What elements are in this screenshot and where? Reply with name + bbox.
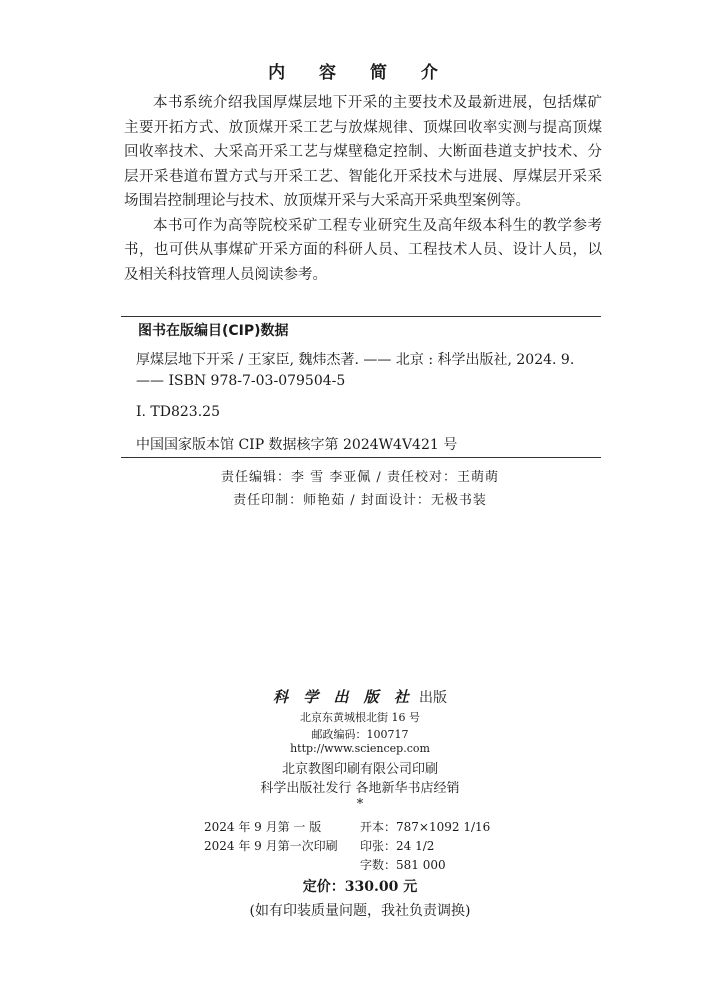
cip-classification: Ⅰ. TD823.25	[136, 404, 220, 420]
printing-line: 2024 年 9 月第一次印刷	[204, 839, 338, 853]
format-line: 开本：787×1092 1/16	[360, 820, 491, 834]
publisher-suffix: 出版	[418, 690, 447, 706]
distribution-line: 科学出版社发行 各地新华书店经销	[260, 781, 460, 796]
quality-note: (如有印装质量问题，我社负责调换)	[249, 903, 471, 919]
production-credits: 责任印制：师艳茹 / 封面设计：无极书装	[233, 493, 487, 508]
cip-title-line: 厚煤层地下开采 / 王家臣, 魏炜杰著. —— 北京 : 科学出版社, 2024. 9.	[136, 352, 575, 368]
summary-paragraph-2: 本书可作为高等院校采矿工程专业研究生及高年级本科生的教学参考书，也可供从事煤矿开采方面的科研人员、工程技术人员、设计人员，以及相关科技管理人员阅读参考。	[124, 217, 602, 283]
price-line: 定价：330.00 元	[302, 879, 418, 895]
printer-line: 北京教图印刷有限公司印刷	[281, 762, 438, 777]
edition-line: 2024 年 9 月第 一 版	[204, 820, 322, 834]
cip-record-number: 中国国家版本馆 CIP 数据核字第 2024W4V421 号	[136, 437, 458, 453]
summary-paragraph-1: 本书系统介绍我国厚煤层地下开采的主要技术及最新进展，包括煤矿主要开拓方式、放顶煤开采工艺与放煤规律、顶煤回收率实测与提高顶煤回收率技术、大采高开采工艺与煤壁稳定控制、大断面巷道支护技术、分层开采巷道布置方式与开采工艺、智能化开采技术与进展、厚煤层开采采场围岩控制理论与技术、放顶煤开采与大采高开采典型案例等。	[124, 95, 602, 209]
summary-body	[124, 91, 602, 287]
cip-top-rule	[121, 316, 601, 317]
sheets-line: 印张：24 1/2	[360, 839, 435, 853]
cip-isbn-line: —— ISBN 978-7-03-079504-5	[136, 373, 346, 389]
publisher-address: 北京东黄城根北街 16 号	[300, 711, 420, 724]
cip-heading: 图书在版编目(CIP)数据	[138, 323, 289, 339]
publisher-url: http://www.sciencep.com	[290, 742, 430, 755]
separator-star: *	[356, 797, 364, 812]
publisher-line	[0, 686, 720, 707]
cip-bottom-rule	[121, 457, 601, 458]
editor-credits: 责任编辑：李 雪 李亚佩 / 责任校对：王萌萌	[221, 470, 499, 485]
word-count: 字数：581 000	[360, 858, 446, 872]
publisher-postcode: 邮政编码：100717	[311, 728, 409, 741]
publisher-name: 科 学 出 版 社	[273, 688, 414, 706]
summary-title: 内 容 简 介	[268, 63, 452, 83]
